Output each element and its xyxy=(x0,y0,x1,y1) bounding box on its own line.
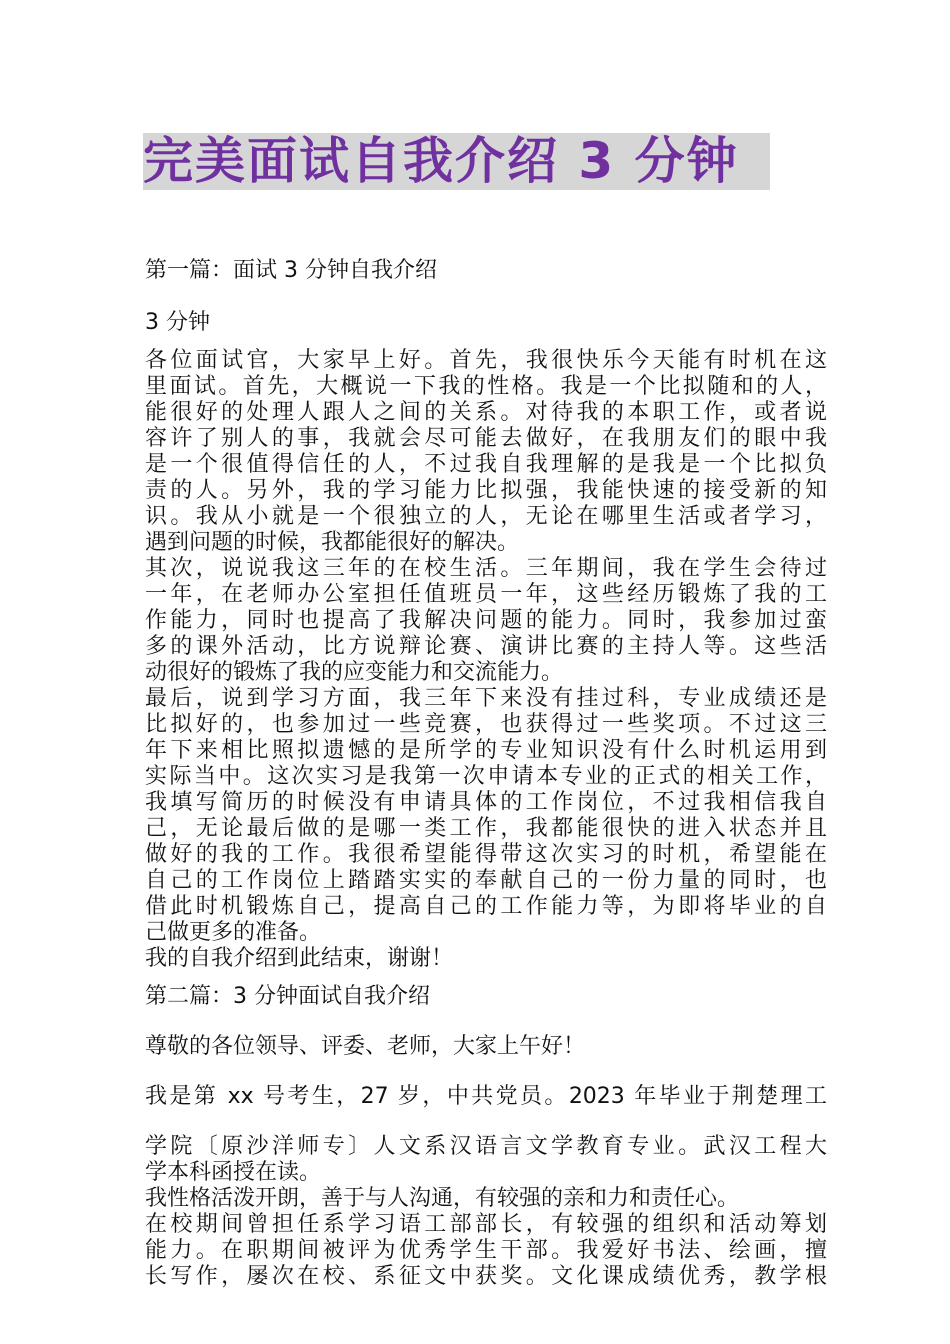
text-line: 己做更多的准备。 xyxy=(145,920,322,945)
text-line: 借此时机锻炼自己，提高自己的工作能力等，为即将毕业的自 xyxy=(145,894,827,919)
closing-line: 我的自我介绍到此结束，谢谢！ xyxy=(145,946,454,971)
text-line: 我填写简历的时候没有申请具体的工作岗位，不过我相信我自 xyxy=(145,790,827,815)
text-line: 容许了别人的事，我就会尽可能去做好，在我朋友们的眼中我 xyxy=(145,426,827,451)
section-2-greeting: 尊敬的各位领导、评委、老师，大家上午好！ xyxy=(145,1034,586,1059)
text-line: 年下来相比照拟遗憾的是所学的专业知识没有什么时机运用到 xyxy=(145,738,827,763)
text-line: 在校期间曾担任系学习语工部部长，有较强的组织和活动筹划 xyxy=(145,1212,827,1237)
text-line: 作能力，同时也提高了我解决问题的能力。同时，我参加过蛮 xyxy=(145,608,827,633)
text-line: 各位面试官，大家早上好。首先，我很快乐今天能有时机在这 xyxy=(145,348,827,373)
text-line: 自己的工作岗位上踏踏实实的奉献自己的一份力量的同时，也 xyxy=(145,868,827,893)
text-line: 是一个很值得信任的人，不过我自我理解的是我是一个比拟负 xyxy=(145,452,827,477)
section-1-heading: 第一篇：面试 3 分钟自我介绍 xyxy=(145,258,437,283)
text-line: 长写作，屡次在校、系征文中获奖。文化课成绩优秀，教学根 xyxy=(145,1264,827,1289)
text-line: 能力。在职期间被评为优秀学生干部。我爱好书法、绘画，擅 xyxy=(145,1238,827,1263)
text-line: 遇到问题的时候，我都能很好的解决。 xyxy=(145,530,520,555)
text-line: 能很好的处理人跟人之间的关系。对待我的本职工作，或者说 xyxy=(145,400,827,425)
text-line: 做好的我的工作。我很希望能得带这次实习的时机，希望能在 xyxy=(145,842,827,867)
text-line: 己，无论最后做的是哪一类工作，我都能很快的进入状态并且 xyxy=(145,816,827,841)
text-line: 学院〔原沙洋师专〕人文系汉语言文学教育专业。武汉工程大 xyxy=(145,1134,827,1159)
text-line: 比拟好的，也参加过一些竞赛，也获得过一些奖项。不过这三 xyxy=(145,712,827,737)
section-2-intro-line: 我是第 xx 号考生，27 岁，中共党员。2023 年毕业于荆楚理工 xyxy=(145,1084,827,1109)
text-line: 多的课外活动，比方说辩论赛、演讲比赛的主持人等。这些活 xyxy=(145,634,827,659)
text-line: 其次，说说我这三年的在校生活。三年期间，我在学生会待过 xyxy=(145,556,827,581)
text-line: 实际当中。这次实习是我第一次申请本专业的正式的相关工作， xyxy=(145,764,827,789)
text-line: 一年，在老师办公室担任值班员一年，这些经历锻炼了我的工 xyxy=(145,582,827,607)
section-2-heading: 第二篇：3 分钟面试自我介绍 xyxy=(145,984,430,1009)
document-title: 完美面试自我介绍 3 分钟 xyxy=(143,133,770,190)
text-line: 动很好的锻炼了我的应变能力和交流能力。 xyxy=(145,660,564,685)
text-line: 我性格活泼开朗，善于与人沟通，有较强的亲和力和责任心。 xyxy=(145,1186,740,1211)
text-line: 学本科函授在读。 xyxy=(145,1160,322,1185)
section-1-subheading: 3 分钟 xyxy=(145,310,210,335)
text-line: 里面试。首先，大概说一下我的性格。我是一个比拟随和的人， xyxy=(145,374,827,399)
text-line: 最后，说到学习方面，我三年下来没有挂过科，专业成绩还是 xyxy=(145,686,827,711)
text-line: 责的人。另外，我的学习能力比拟强，我能快速的接受新的知 xyxy=(145,478,827,503)
text-line: 识。我从小就是一个很独立的人，无论在哪里生活或者学习， xyxy=(145,504,827,529)
